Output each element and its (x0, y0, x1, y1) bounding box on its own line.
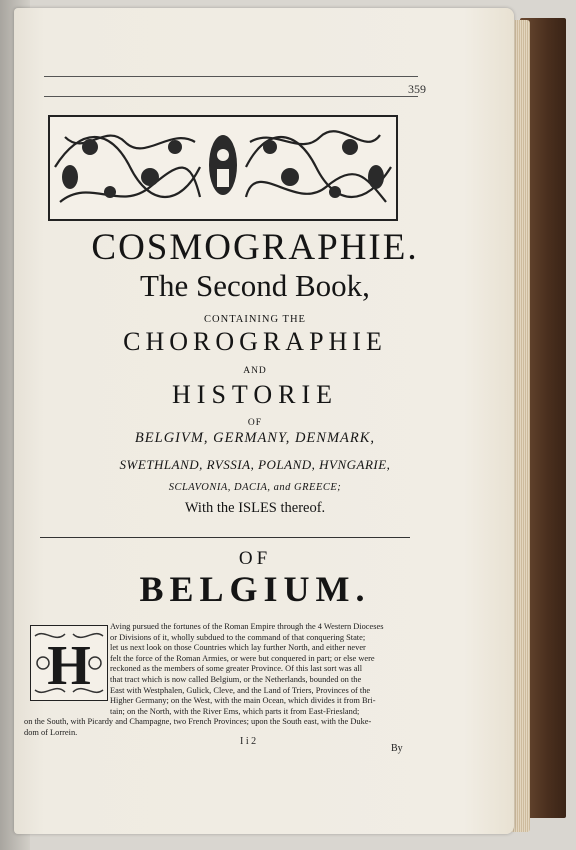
countries-line-1: BELGIVM, GERMANY, DENMARK, (134, 430, 376, 446)
header-rule (44, 76, 418, 77)
body-line: reckoned as the members of some greater Province. Of this last sort was all (110, 664, 363, 674)
body-line: East with Westphalen, Gulick, Cleve, and the Land of Triers, Provinces of the (110, 685, 371, 695)
section-divider (40, 537, 410, 538)
body-line: Aving pursued the fortunes of the Roman Empire through the 4 Western Dioceses (110, 622, 384, 631)
chorographie-heading: CHOROGRAPHIE (123, 327, 387, 356)
body-line: Higher Germany; on the West, with the main Ocean, which divides it from Bri- (110, 696, 376, 706)
body-line: tain; on the North, with the River Ems, which parts it from East-Friesland; (110, 706, 360, 716)
drop-capital-letter: H (47, 635, 91, 697)
body-line: dom of Lorrein. (24, 727, 78, 737)
book-title: COSMOGRAPHIE. (91, 227, 419, 268)
section-heading: BELGIUM. (139, 569, 371, 609)
body-line: that tract which is now called Belgium, or the Netherlands, bounded on the (110, 674, 362, 684)
signature-mark: I i 2 (240, 736, 257, 747)
body-line: on the South, with Picardy and Champagne, two French Provinces; upon the South east, with the Duke- (24, 717, 372, 727)
body-text (24, 622, 408, 739)
body-line: felt the force of the Roman Armies, or were but conquered in part; or else were (110, 653, 375, 663)
countries-line-2: SWETHLAND, RVSSIA, POLAND, HVNGARIE, (119, 457, 391, 472)
isles-line: With the ISLES thereof. (184, 500, 326, 516)
of-label: OF (247, 418, 263, 428)
book-subtitle: The Second Book, (140, 268, 370, 303)
section-of-label: OF (238, 548, 272, 569)
countries-line-3: SCLAVONIA, DACIA, and GREECE; (168, 482, 342, 493)
body-line: let us next look on those Countries which lay further North, and either never (110, 643, 366, 653)
body-line: or Divisions of it, wholly subdued to the command of that conquering State; (110, 632, 366, 642)
header-rule-lower (44, 96, 418, 97)
containing-label: CONTAINING THE (204, 314, 306, 325)
ornamental-headpiece (48, 115, 398, 221)
catchword: By (391, 743, 403, 754)
historie-heading: HISTORIE (172, 380, 338, 409)
page-number: 359 (408, 82, 426, 96)
and-label: AND (243, 366, 267, 376)
